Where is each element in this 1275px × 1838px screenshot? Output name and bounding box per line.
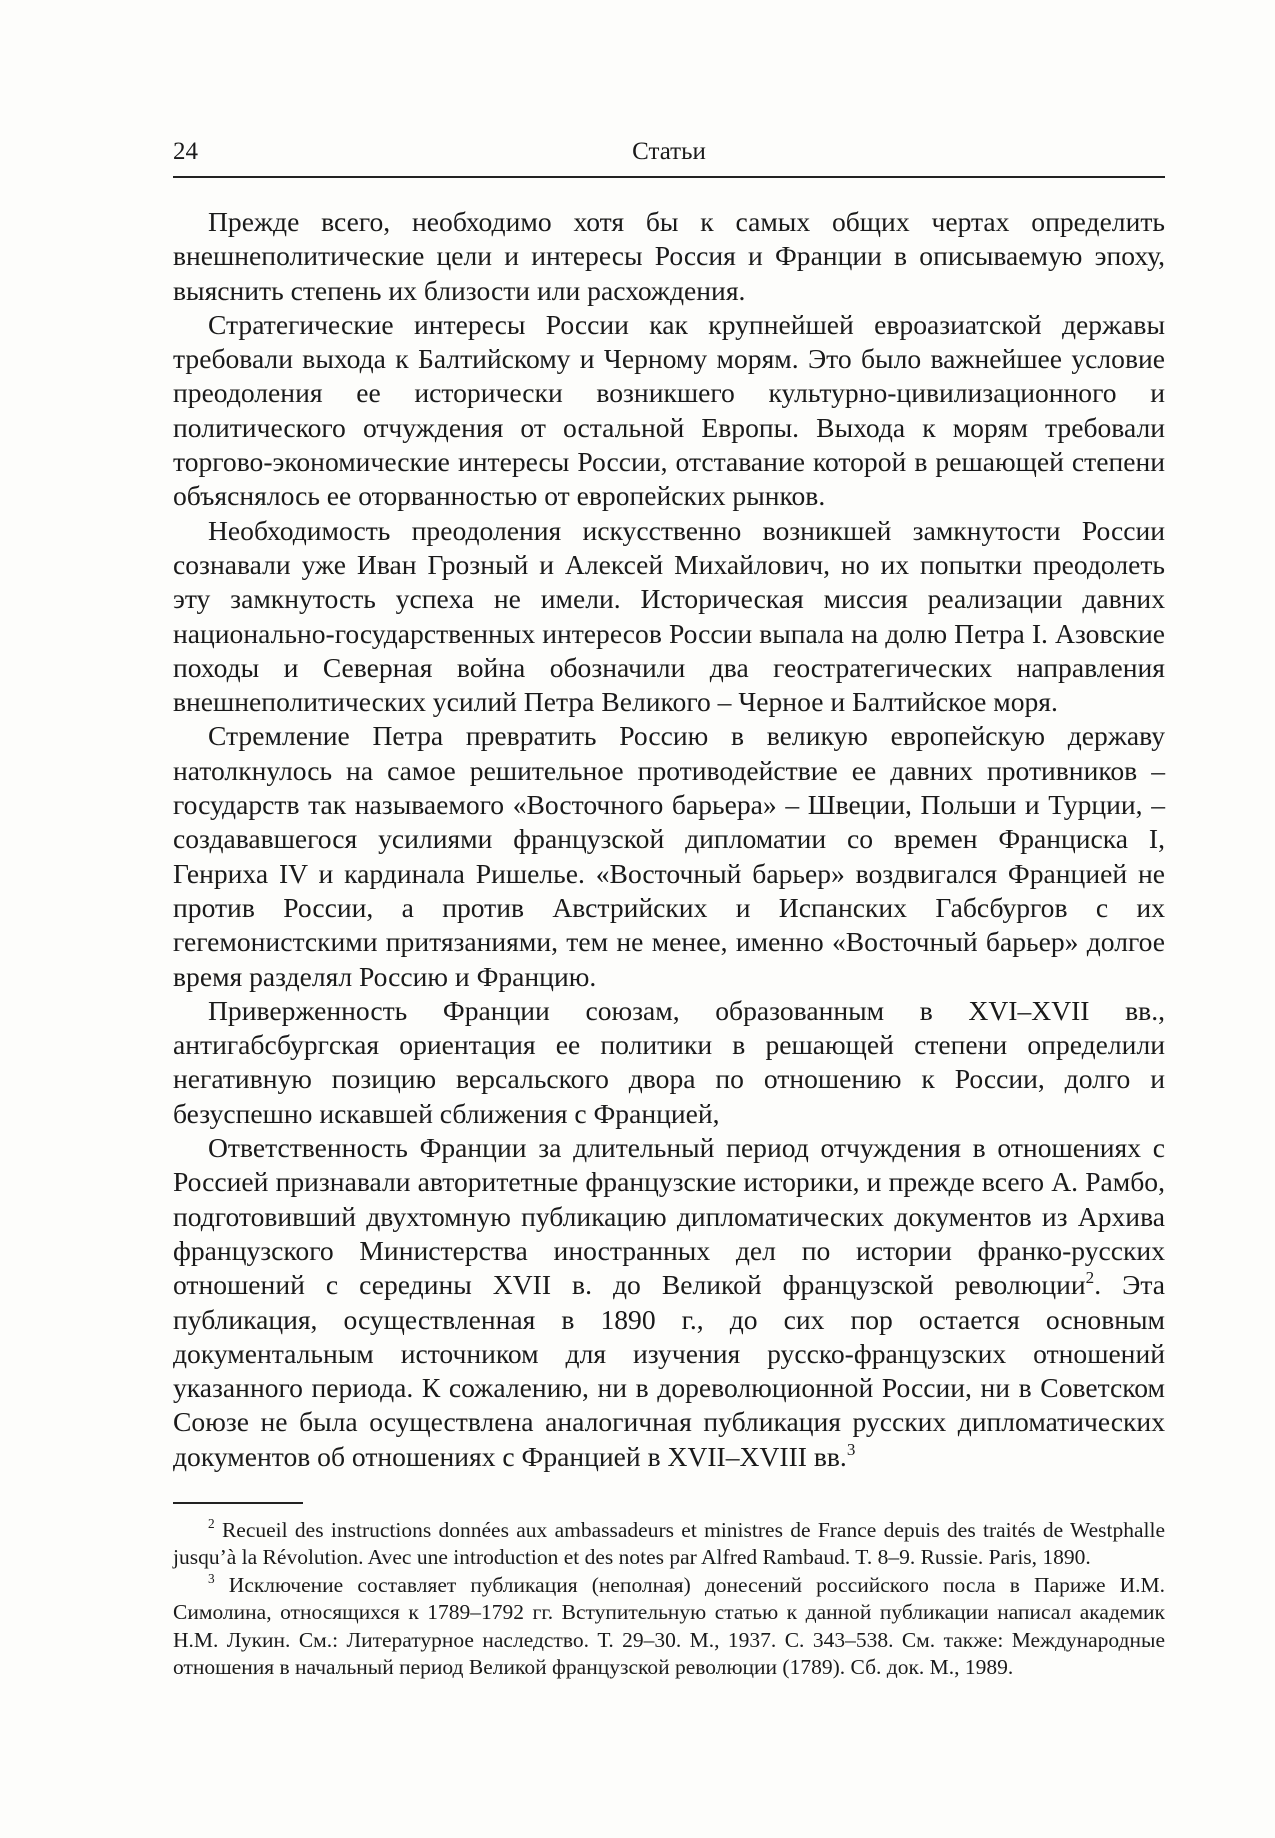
footnote-marker: 3 [208,1571,215,1586]
paragraph-text: Приверженность Франции союзам, образованным в XVI–XVII вв., антигабсбургская ориентация ее политики в решающей степени определили негативную позицию версальского двора по отношению к России, долго и безуспешно искавшей сближения с Францией, [173,994,1165,1129]
footnote [173,1517,1165,1572]
paragraph [173,719,1165,993]
footnote-ref[interactable]: 2 [1085,1268,1095,1288]
page-number: 24 [173,138,198,165]
footnote-marker: 2 [208,1516,215,1532]
paragraph-text: . Эта публикация, осуществленная в 1890 г., до сих пор остается основным документальным источником для изучения русско-французских отношений указанного периода. К сожалению, ни в дореволюционной России, ни в Советском Союзе не была осуществлена аналогичная публикация русских дипломатических документов об отношениях с Францией в XVII–XVIII вв. [173,1269,1166,1472]
paragraph-text: Ответственность Франции за длительный период отчуждения в отношениях с Россией признавали авторитетные французские историки, и прежде всего А. Рамбо, подготовивший двухтомную публикацию дипломатических документов из Архива французского Министерства иностранных дел по истории франко-русских отношений с середины XVII в. до Великой французской революции [173,1132,1165,1301]
footnote-ref[interactable]: 3 [846,1439,856,1459]
footnotes [173,1517,1165,1681]
footnote [173,1572,1165,1682]
footnote-divider [173,1502,303,1504]
page-header [173,138,1165,178]
paragraph [173,205,1165,308]
running-title: Статьи [632,138,706,165]
footnote-text: Recueil des instructions données aux ambassadeurs et ministres de France depuis des traités de Westphalle jusqu’à la Révolution. Avec une introduction et des notes par Alfred Rambaud. T. 8–9. Russie. Paris, 1890. [173,1518,1165,1570]
paragraph [173,514,1165,720]
paragraph-text: Стремление Петра превратить Россию в великую европейскую державу натолкнулось на самое решительное противодействие ее давних противников – государств так называемого «Восточного барьера» – Швеции, Польши и Турции, – создававшегося усилиями французской дипломатии со времен Франциска I, Генриха IV и кардинала Ришелье. «Восточный барьер» воздвигался Францией не против России, а против Австрийских и Испанских Габсбургов с их гегемонистскими притязаниями, тем не менее, именно «Восточный барьер» долгое время разделял Россию и Францию. [173,720,1165,992]
paragraph [173,1131,1165,1474]
paragraph-text: Прежде всего, необходимо хотя бы к самых общих чертах определить внешнеполитические цели и интересы Россия и Франции в описываемую эпоху, выяснить степень их близости или расхождения. [173,206,1165,306]
footnote-text: Исключение составляет публикация (неполная) донесений российского посла в Париже И.М. Симолина, относящихся к 1789–1792 гг. Вступительную статью к данной публикации написал академик Н.М. Лукин. См.: Литературное наследство. Т. 29–30. М., 1937. С. 343–538. См. также: Международные отношения в начальный период Великой французской революции (1789). Сб. док. М., 1989. [173,1572,1165,1680]
paragraph-text: Необходимость преодоления искусственно возникшей замкнутости России сознавали уже Иван Грозный и Алексей Михайлович, но их попытки преодолеть эту замкнутость успеха не имели. Историческая миссия реализации давних национально-государственных интересов России выпала на долю Петра I. Азовские походы и Северная война обозначили два геостратегических направления внешнеполитических усилий Петра Великого – Черное и Балтийское моря. [173,514,1165,718]
body-text [173,205,1165,1474]
paragraph [173,994,1165,1131]
paragraph [173,308,1165,514]
paragraph-text: Стратегические интересы России как крупнейшей евроазиатской державы требовали выхода к Балтийскому и Черному морям. Это было важнейшее условие преодоления ее исторически возникшего культурно-цивилизационного и политического отчуждения от остальной Европы. Выхода к морям требовали торгово-экономические интересы России, отставание которой в решающей степени объяснялось ее оторванностью от европейских рынков. [173,308,1165,512]
